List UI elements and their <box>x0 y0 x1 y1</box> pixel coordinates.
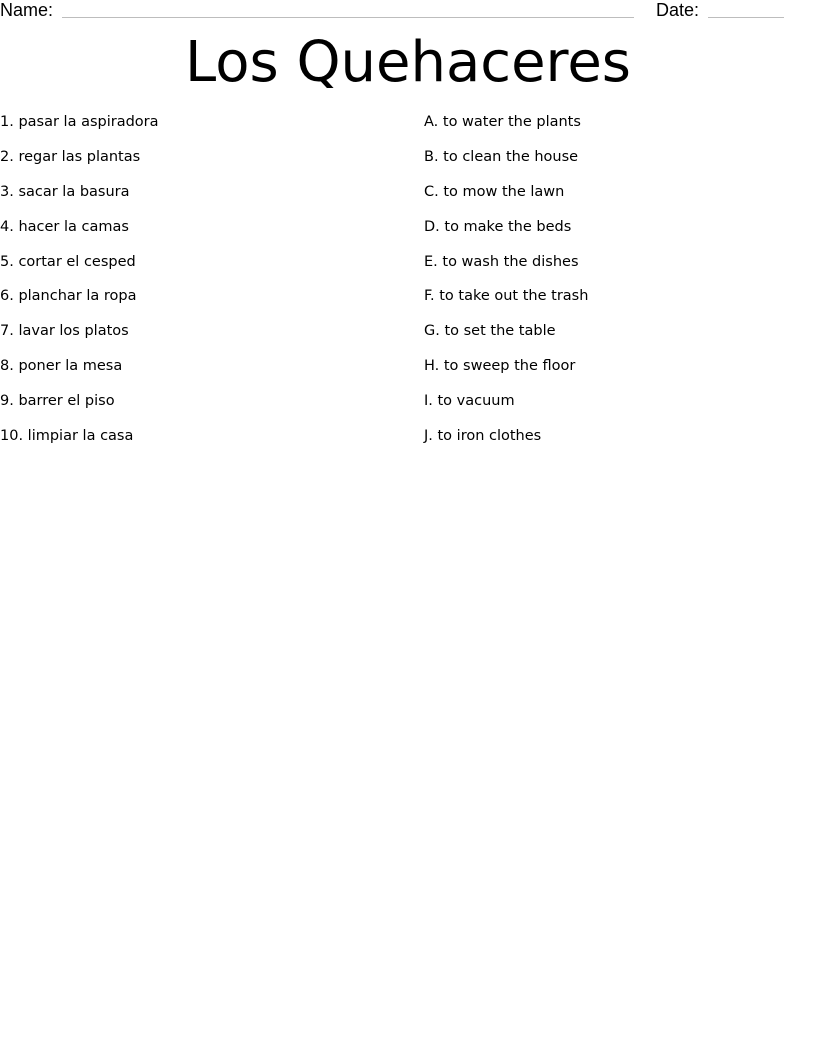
definition-item: H. to sweep the floor <box>424 358 576 375</box>
name-label: Name: <box>0 0 54 20</box>
term-item: 6. planchar la ropa <box>0 288 137 305</box>
term-item: 2. regar las plantas <box>0 148 141 165</box>
term-item: 9. barrer el piso <box>0 393 115 410</box>
definition-item: J. to iron clothes <box>424 428 542 445</box>
worksheet-title: Los Quehaceres <box>185 30 631 95</box>
definition-item: D. to make the beds <box>424 218 572 235</box>
definitions-list <box>424 112 814 461</box>
term-item: 1. pasar la aspiradora <box>0 114 159 130</box>
date-label: Date: <box>656 0 700 20</box>
term-item: 10. limpiar la casa <box>0 428 134 445</box>
term-item: 5. cortar el cesped <box>0 253 136 270</box>
definition-item: C. to mow the lawn <box>424 183 565 200</box>
definition-item: F. to take out the trash <box>424 288 589 305</box>
name-blank-line <box>62 17 634 18</box>
term-item: 7. lavar los platos <box>0 323 129 340</box>
definition-item: E. to wash the dishes <box>424 253 579 270</box>
definition-item: A. to water the plants <box>424 114 581 130</box>
date-blank-line <box>708 17 784 18</box>
term-item: 8. poner la mesa <box>0 358 123 375</box>
worksheet-header <box>0 0 816 24</box>
definition-item: B. to clean the house <box>424 148 579 165</box>
term-item: 4. hacer la camas <box>0 218 129 235</box>
terms-list <box>0 112 400 461</box>
definition-item: G. to set the table <box>424 323 556 340</box>
term-item: 3. sacar la basura <box>0 183 130 200</box>
definition-item: I. to vacuum <box>424 393 515 410</box>
